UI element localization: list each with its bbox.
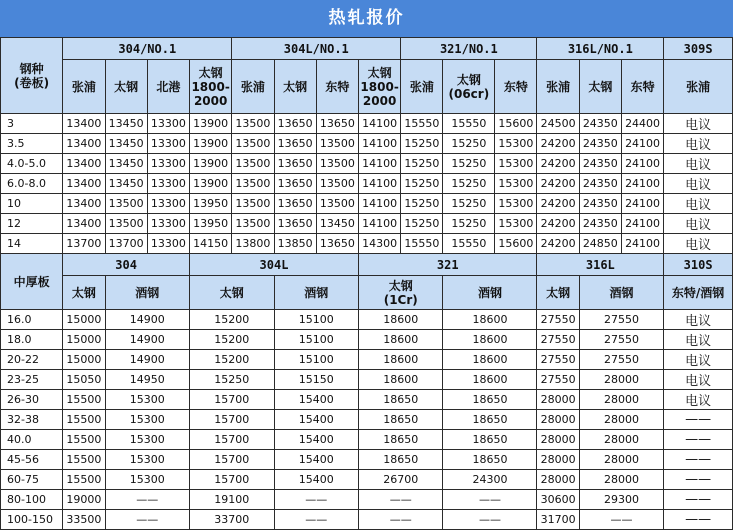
price-cell: 13650	[274, 194, 316, 214]
medium-plate-mill-header: 太钢	[63, 276, 105, 310]
price-cell: ——	[105, 510, 189, 530]
price-cell: 13500	[316, 154, 358, 174]
medium-plate-row	[1, 470, 733, 490]
price-cell: 15100	[274, 310, 358, 330]
price-cell: 15050	[63, 370, 105, 390]
price-cell: 14150	[190, 234, 232, 254]
price-cell: 13300	[147, 174, 189, 194]
price-cell: 18650	[358, 450, 443, 470]
price-cell: 15700	[190, 410, 275, 430]
price-cell: 13700	[105, 234, 147, 254]
price-cell: 15250	[443, 134, 495, 154]
price-cell: 15700	[190, 450, 275, 470]
price-cell: 15100	[274, 330, 358, 350]
price-cell: 电议	[664, 330, 733, 350]
price-cell: 电议	[664, 214, 733, 234]
price-cell: 13900	[190, 174, 232, 194]
hot-rolled-grade-header: 321/NO.1	[401, 38, 537, 60]
price-cell: 24100	[621, 214, 663, 234]
price-cell: 15400	[274, 430, 358, 450]
price-cell: 电议	[664, 154, 733, 174]
price-cell: 15000	[63, 350, 105, 370]
price-cell: 18650	[443, 410, 537, 430]
price-cell: 13400	[63, 174, 105, 194]
price-cell: 26700	[358, 470, 443, 490]
medium-plate-mill-header: 酒钢	[274, 276, 358, 310]
price-cell: 24350	[579, 134, 621, 154]
price-cell: 15300	[105, 430, 189, 450]
hot-rolled-group-row	[1, 38, 733, 60]
price-cell: 15500	[63, 450, 105, 470]
price-cell: 14100	[358, 114, 400, 134]
price-cell: 13650	[274, 154, 316, 174]
spec-cell: 3	[1, 114, 63, 134]
medium-plate-mill-row	[1, 276, 733, 310]
price-cell: 15500	[63, 470, 105, 490]
price-cell: 27550	[579, 310, 664, 330]
hot-rolled-mill-header: 东特	[621, 60, 663, 114]
price-cell: 15300	[495, 214, 537, 234]
price-cell: 24350	[579, 214, 621, 234]
spec-cell: 32-38	[1, 410, 63, 430]
hot-rolled-mill-header: 太钢	[579, 60, 621, 114]
price-cell: 15250	[443, 174, 495, 194]
price-cell: 24100	[621, 174, 663, 194]
price-cell: 19000	[63, 490, 105, 510]
price-cell: 24300	[443, 470, 537, 490]
spec-cell: 26-30	[1, 390, 63, 410]
price-cell: 13500	[316, 194, 358, 214]
price-cell: 24200	[537, 214, 579, 234]
medium-plate-grade-header: 304L	[190, 254, 359, 276]
medium-plate-row	[1, 370, 733, 390]
price-cell: 15600	[495, 234, 537, 254]
price-cell: 13450	[105, 114, 147, 134]
medium-plate-group-row	[1, 254, 733, 276]
medium-plate-mill-header: 酒钢	[105, 276, 189, 310]
price-cell: 30600	[537, 490, 579, 510]
price-cell: 15700	[190, 470, 275, 490]
price-cell: 15200	[190, 330, 275, 350]
price-cell: ——	[579, 510, 664, 530]
spec-cell: 14	[1, 234, 63, 254]
price-cell: 28000	[579, 390, 664, 410]
price-cell: 15300	[105, 470, 189, 490]
price-cell: 27550	[537, 310, 579, 330]
price-cell: 18650	[443, 450, 537, 470]
price-cell: 13300	[147, 214, 189, 234]
price-cell: 13850	[274, 234, 316, 254]
hot-rolled-mill-header: 太钢 1800- 2000	[190, 60, 232, 114]
price-cell: 18600	[443, 330, 537, 350]
price-cell: 13500	[105, 214, 147, 234]
spec-cell: 60-75	[1, 470, 63, 490]
price-cell: 24200	[537, 154, 579, 174]
spec-cell: 100-150	[1, 510, 63, 530]
price-cell: 13300	[147, 114, 189, 134]
price-cell: 14100	[358, 134, 400, 154]
hot-rolled-row	[1, 214, 733, 234]
price-cell: 14100	[358, 174, 400, 194]
price-cell: 电议	[664, 234, 733, 254]
price-cell: 24350	[579, 154, 621, 174]
hot-rolled-mill-header: 北港	[147, 60, 189, 114]
price-table	[0, 37, 733, 530]
price-cell: 电议	[664, 194, 733, 214]
medium-plate-mill-header: 太钢	[190, 276, 275, 310]
medium-plate-row	[1, 390, 733, 410]
price-cell: 18600	[443, 310, 537, 330]
price-cell: 24200	[537, 234, 579, 254]
price-cell: ——	[664, 450, 733, 470]
spec-cell: 16.0	[1, 310, 63, 330]
spec-cell: 23-25	[1, 370, 63, 390]
price-cell: 15250	[401, 214, 443, 234]
spec-cell: 3.5	[1, 134, 63, 154]
price-cell: 13650	[316, 114, 358, 134]
price-cell: 27550	[579, 350, 664, 370]
price-cell: 15250	[401, 174, 443, 194]
price-cell: ——	[358, 510, 443, 530]
spec-cell: 10	[1, 194, 63, 214]
medium-plate-row	[1, 450, 733, 470]
price-cell: 13450	[105, 154, 147, 174]
medium-plate-mill-header: 太钢 (1Cr)	[358, 276, 443, 310]
price-cell: ——	[664, 430, 733, 450]
medium-plate-row	[1, 310, 733, 330]
price-cell: 15250	[401, 194, 443, 214]
price-cell: 13500	[232, 114, 274, 134]
price-cell: ——	[358, 490, 443, 510]
price-cell: 28000	[579, 410, 664, 430]
price-cell: 13400	[63, 214, 105, 234]
hot-rolled-mill-header: 张浦	[63, 60, 105, 114]
spec-cell: 6.0-8.0	[1, 174, 63, 194]
medium-plate-row	[1, 410, 733, 430]
price-cell: 18600	[443, 350, 537, 370]
price-cell: 27550	[537, 370, 579, 390]
price-cell: 33500	[63, 510, 105, 530]
price-cell: 13400	[63, 134, 105, 154]
hot-rolled-mill-header: 太钢	[274, 60, 316, 114]
price-cell: 13800	[232, 234, 274, 254]
hot-rolled-mill-header: 张浦	[537, 60, 579, 114]
price-cell: 13650	[274, 114, 316, 134]
hot-rolled-mill-header: 东特	[316, 60, 358, 114]
price-cell: 13450	[105, 174, 147, 194]
price-cell: 28000	[537, 390, 579, 410]
price-cell: 24100	[621, 194, 663, 214]
price-cell: 33700	[190, 510, 275, 530]
price-cell: 24100	[621, 134, 663, 154]
price-cell: ——	[664, 470, 733, 490]
medium-plate-grade-header: 321	[358, 254, 536, 276]
spec-cell: 4.0-5.0	[1, 154, 63, 174]
medium-plate-row	[1, 330, 733, 350]
price-cell: 15300	[105, 410, 189, 430]
price-cell: 15150	[274, 370, 358, 390]
price-cell: 24350	[579, 174, 621, 194]
price-cell: 15550	[401, 234, 443, 254]
price-cell: 13400	[63, 114, 105, 134]
price-cell: 13500	[316, 134, 358, 154]
medium-plate-row	[1, 350, 733, 370]
medium-plate-row	[1, 510, 733, 530]
hot-rolled-mill-header: 太钢 1800- 2000	[358, 60, 400, 114]
price-cell: 24200	[537, 134, 579, 154]
price-cell: 13900	[190, 114, 232, 134]
price-cell: 28000	[537, 470, 579, 490]
price-cell: 13450	[316, 214, 358, 234]
price-cell: 13500	[232, 214, 274, 234]
hot-rolled-row	[1, 194, 733, 214]
price-cell: 14100	[358, 214, 400, 234]
price-cell: 24100	[621, 234, 663, 254]
price-cell: 15250	[443, 214, 495, 234]
price-cell: 24350	[579, 114, 621, 134]
price-cell: 电议	[664, 310, 733, 330]
spec-cell: 18.0	[1, 330, 63, 350]
price-cell: 28000	[537, 410, 579, 430]
price-cell: 电议	[664, 174, 733, 194]
hot-rolled-row-header: 钢种 (卷板)	[1, 38, 63, 114]
price-cell: 19100	[190, 490, 275, 510]
price-cell: 15550	[401, 114, 443, 134]
hot-rolled-row	[1, 174, 733, 194]
price-cell: 18600	[358, 370, 443, 390]
price-cell: 29300	[579, 490, 664, 510]
price-cell: 15500	[63, 430, 105, 450]
price-cell: 13400	[63, 154, 105, 174]
price-cell: 28000	[579, 370, 664, 390]
price-cell: 15500	[63, 390, 105, 410]
price-cell: 18600	[443, 370, 537, 390]
price-cell: 13300	[147, 134, 189, 154]
price-cell: 27550	[579, 330, 664, 350]
price-cell: 电议	[664, 134, 733, 154]
hot-rolled-mill-header: 张浦	[664, 60, 733, 114]
price-cell: 24500	[537, 114, 579, 134]
price-cell: 28000	[579, 430, 664, 450]
price-cell: 18600	[358, 350, 443, 370]
medium-plate-mill-header: 酒钢	[579, 276, 664, 310]
price-cell: ——	[274, 490, 358, 510]
price-cell: ——	[664, 510, 733, 530]
spec-cell: 12	[1, 214, 63, 234]
hot-rolled-grade-header: 316L/NO.1	[537, 38, 664, 60]
price-cell: 15550	[443, 234, 495, 254]
price-cell: 18650	[443, 430, 537, 450]
price-cell: 13900	[190, 134, 232, 154]
medium-plate-grade-header: 310S	[664, 254, 733, 276]
spec-cell: 40.0	[1, 430, 63, 450]
price-cell: 15400	[274, 410, 358, 430]
price-cell: 15300	[495, 134, 537, 154]
price-cell: 14900	[105, 330, 189, 350]
price-cell: 15100	[274, 350, 358, 370]
price-cell: 18650	[443, 390, 537, 410]
price-cell: 13500	[232, 174, 274, 194]
price-cell: 13500	[232, 194, 274, 214]
hot-rolled-mill-header: 东特	[495, 60, 537, 114]
price-cell: 15500	[63, 410, 105, 430]
spec-cell: 80-100	[1, 490, 63, 510]
price-cell: 15200	[190, 310, 275, 330]
medium-plate-mill-header: 东特/酒钢	[664, 276, 733, 310]
price-cell: 24200	[537, 194, 579, 214]
price-cell: 14100	[358, 154, 400, 174]
price-cell: 13650	[274, 214, 316, 234]
medium-plate-grade-header: 316L	[537, 254, 664, 276]
price-cell: 14900	[105, 310, 189, 330]
price-cell: 18650	[358, 410, 443, 430]
hot-rolled-row	[1, 134, 733, 154]
price-cell: 14100	[358, 194, 400, 214]
price-cell: 18650	[358, 430, 443, 450]
price-cell: 28000	[537, 450, 579, 470]
price-cell: 31700	[537, 510, 579, 530]
hot-rolled-mill-header: 太钢	[105, 60, 147, 114]
price-cell: ——	[105, 490, 189, 510]
hot-rolled-row	[1, 114, 733, 134]
hot-rolled-mill-header: 张浦	[232, 60, 274, 114]
price-cell: 13700	[63, 234, 105, 254]
price-cell: 电议	[664, 390, 733, 410]
price-cell: 15250	[401, 134, 443, 154]
price-cell: 13650	[316, 234, 358, 254]
price-cell: 27550	[537, 330, 579, 350]
price-cell: 13300	[147, 154, 189, 174]
price-cell: 15300	[495, 194, 537, 214]
price-cell: 28000	[537, 430, 579, 450]
price-cell: 15550	[443, 114, 495, 134]
price-cell: 15250	[443, 154, 495, 174]
price-cell: 15200	[190, 350, 275, 370]
price-cell: 13950	[190, 214, 232, 234]
price-cell: 27550	[537, 350, 579, 370]
medium-plate-row-header: 中厚板	[1, 254, 63, 310]
price-cell: 15700	[190, 430, 275, 450]
medium-plate-row	[1, 490, 733, 510]
price-cell: 18600	[358, 310, 443, 330]
price-cell: 24350	[579, 194, 621, 214]
price-cell: 15300	[495, 174, 537, 194]
price-cell: 15600	[495, 114, 537, 134]
price-cell: 13900	[190, 154, 232, 174]
medium-plate-mill-header: 太钢	[537, 276, 579, 310]
price-cell: 15400	[274, 390, 358, 410]
price-cell: ——	[664, 410, 733, 430]
price-cell: 电议	[664, 370, 733, 390]
price-cell: 28000	[579, 470, 664, 490]
price-cell: 15000	[63, 330, 105, 350]
price-cell: 13950	[190, 194, 232, 214]
price-cell: 24850	[579, 234, 621, 254]
price-cell: ——	[443, 510, 537, 530]
hot-rolled-mill-header: 张浦	[401, 60, 443, 114]
price-cell: 14950	[105, 370, 189, 390]
hot-rolled-grade-header: 304L/NO.1	[232, 38, 401, 60]
spec-cell: 45-56	[1, 450, 63, 470]
price-cell: 15250	[443, 194, 495, 214]
price-cell: 24400	[621, 114, 663, 134]
hot-rolled-row	[1, 154, 733, 174]
price-cell: 24100	[621, 154, 663, 174]
medium-plate-grade-header: 304	[63, 254, 190, 276]
medium-plate-mill-header: 酒钢	[443, 276, 537, 310]
price-cell: 13500	[316, 174, 358, 194]
price-cell: 14900	[105, 350, 189, 370]
price-cell: 15000	[63, 310, 105, 330]
price-cell: 13300	[147, 234, 189, 254]
price-cell: 13500	[232, 154, 274, 174]
price-cell: 13450	[105, 134, 147, 154]
price-cell: 18650	[358, 390, 443, 410]
price-cell: 13650	[274, 134, 316, 154]
price-cell: 15250	[401, 154, 443, 174]
price-cell: 15300	[495, 154, 537, 174]
price-cell: ——	[664, 490, 733, 510]
price-cell: 18600	[358, 330, 443, 350]
price-cell: 15300	[105, 450, 189, 470]
page-title: 热轧报价	[0, 0, 733, 37]
price-cell: 13400	[63, 194, 105, 214]
hot-rolled-mill-header: 太钢 (06cr)	[443, 60, 495, 114]
price-cell: 28000	[579, 450, 664, 470]
price-cell: 24200	[537, 174, 579, 194]
price-cell: 15400	[274, 450, 358, 470]
price-cell: 15400	[274, 470, 358, 490]
price-cell: 14300	[358, 234, 400, 254]
price-cell: 15700	[190, 390, 275, 410]
price-cell: 13500	[232, 134, 274, 154]
price-cell: 15250	[190, 370, 275, 390]
price-cell: 13650	[274, 174, 316, 194]
price-cell: 13500	[105, 194, 147, 214]
price-cell: 电议	[664, 114, 733, 134]
price-cell: 电议	[664, 350, 733, 370]
hot-rolled-grade-header: 304/NO.1	[63, 38, 232, 60]
price-cell: ——	[274, 510, 358, 530]
medium-plate-row	[1, 430, 733, 450]
spec-cell: 20-22	[1, 350, 63, 370]
hot-rolled-grade-header: 309S	[664, 38, 733, 60]
hot-rolled-mill-row	[1, 60, 733, 114]
hot-rolled-row	[1, 234, 733, 254]
price-cell: 13300	[147, 194, 189, 214]
price-cell: 15300	[105, 390, 189, 410]
price-cell: ——	[443, 490, 537, 510]
